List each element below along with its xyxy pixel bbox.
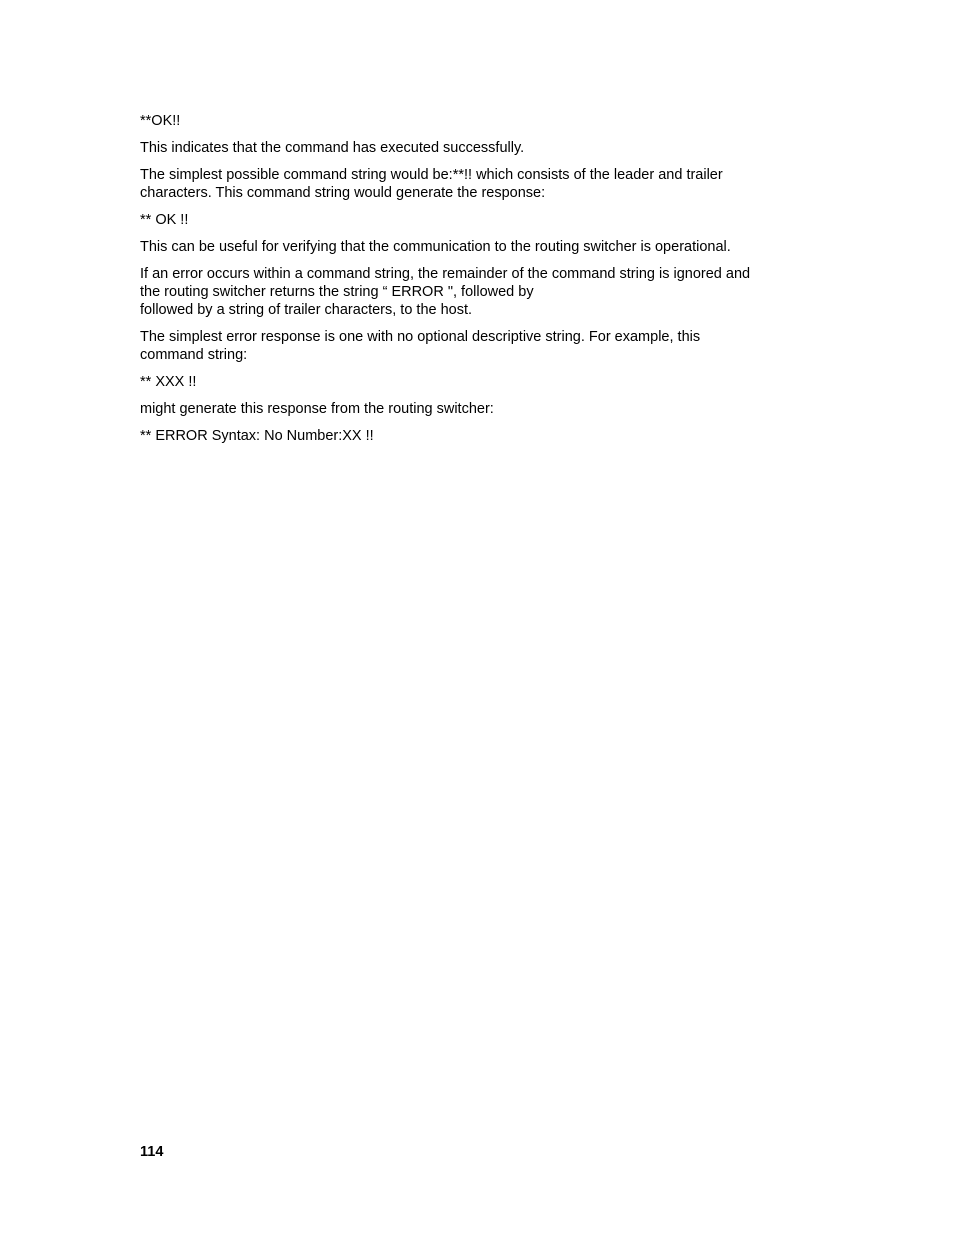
document-body: [140, 112, 820, 454]
xxx-command-example: ** XXX !!: [140, 374, 197, 390]
simplest-error-paragraph: The simplest error response is one with no optional descriptive string. For example, this command string:: [140, 329, 701, 363]
error-response-example: ** ERROR Syntax: No Number:XX !!: [140, 428, 374, 444]
error-response-intro: might generate this response from the routing switcher:: [140, 401, 494, 417]
simplest-command-paragraph: The simplest possible command string would be:**!! which consists of the leader and trailer characters. This command string would generate the response:: [140, 167, 723, 201]
verification-paragraph: This can be useful for verifying that the communication to the routing switcher is operational.: [140, 239, 731, 255]
ok-response-example: ** OK !!: [140, 212, 189, 228]
success-explanation: This indicates that the command has executed successfully.: [140, 140, 525, 156]
page-number: 114: [140, 1144, 164, 1160]
error-paragraph: If an error occurs within a command string, the remainder of the command string is ignored and the routing switcher returns the string “ ERROR ", followed by followed by a string of trailer characters, to the host.: [140, 266, 751, 318]
ok-response-text: **OK!!: [140, 113, 181, 129]
